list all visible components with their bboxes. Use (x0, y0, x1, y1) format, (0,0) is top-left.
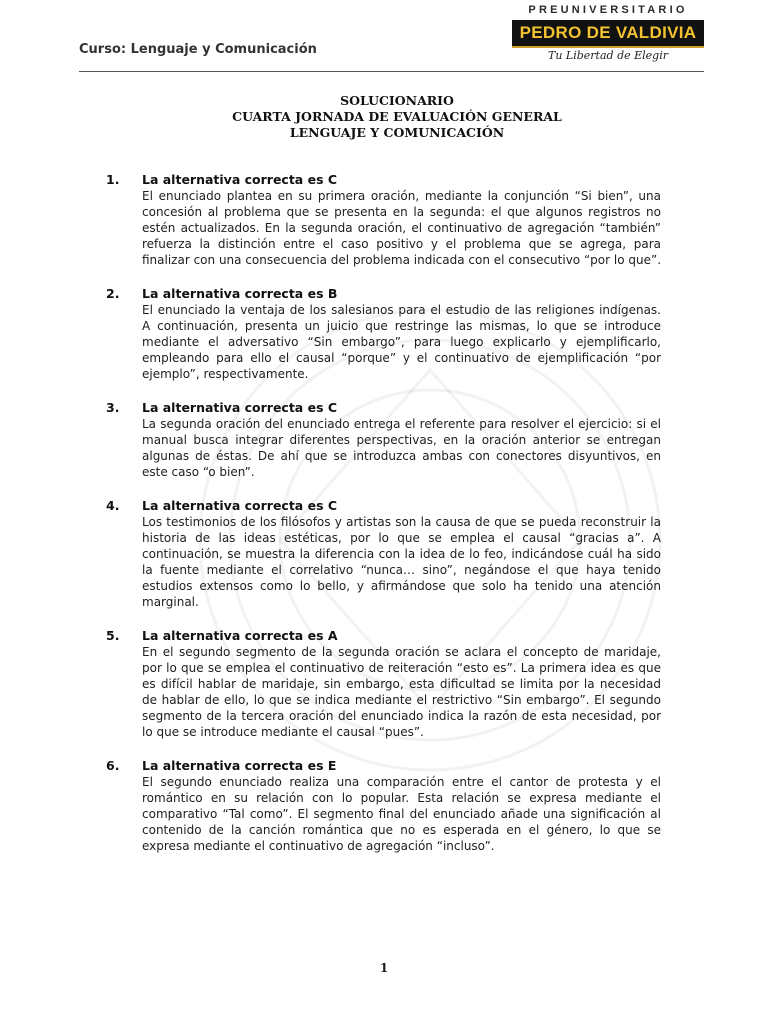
answer-number: 6. (106, 758, 120, 773)
answer-heading: La alternativa correcta es C (142, 172, 338, 187)
page-number: 1 (379, 961, 389, 975)
answer-explanation: El enunciado plantea en su primera oración, mediante la conjunción “Si bien”, una concesión al problema que se presenta en la segunda: el que algunos registros no estén actualizados. En la segunda oración, el continuativo de agregación “también” refuerza la distinción entre el caso positivo y el problema que se agrega, para finalizar con una consecuencia del problema indicada con el consecutivo “por lo que”. (142, 189, 662, 267)
course-label: Curso: Lenguaje y Comunicación (79, 42, 317, 57)
title-line-3: LENGUAJE Y COMUNICACIÓN (289, 125, 505, 140)
answer-explanation: El segundo enunciado realiza una comparación entre el cantor de protesta y el romántico en su relación con lo popular. Esta relación se expresa mediante el comparativo “Tal como”. El segmento final del enunciado añade una significación al contenido de la canción romántica que no es esperada en el género, lo que se expresa mediante el continuativo de agregación “incluso”. (142, 775, 661, 853)
answer-number: 2. (106, 286, 120, 301)
answer-number: 3. (106, 400, 120, 415)
answer-number: 5. (106, 628, 120, 643)
logo-top-text: PREUNIVERSITARIO (528, 4, 688, 16)
answer-heading: La alternativa correcta es B (142, 286, 338, 301)
answer-explanation: Los testimonios de los filósofos y artistas son la causa de que se pueda reconstruir la historia de las ideas estéticas, por lo que se emplea el causal “gracias a”. A continuación, se muestra la diferencia con la idea de lo feo, indicándose cuál ha sido la fuente mediante el correlativo “nunca… sino”, negándose el que haya tenido estudios extensos como lo bello, y afirmándose que solo ha tenido una atención marginal. (142, 515, 661, 609)
answer-explanation: En el segundo segmento de la segunda oración se aclara el concepto de maridaje, por lo que se emplea el continuativo de reiteración “esto es”. La primera idea es que es difícil hablar de maridaje, sin embargo, esta dificultad se limita por la necesidad de hablar de ello, lo que se indica mediante el restrictivo “Sin embargo”. El segundo segmento de la tercera oración del enunciado indica la razón de esta necesidad, por lo que se introduce mediante el causal “pues”. (142, 645, 661, 739)
answer-item (79, 628, 661, 740)
answer-explanation: La segunda oración del enunciado entrega el referente para resolver el ejercicio: si el manual busca integrar diferentes perspectivas, en la oración anterior se entregan algunas de éstas. De ahí que se introduzca ambas con conectores disyuntivos, en este caso “o bien”. (142, 417, 661, 479)
answer-heading: La alternativa correcta es C (142, 400, 338, 415)
answer-explanation: El enunciado la ventaja de los salesianos para el estudio de las religiones indígenas. A continuación, presenta un juicio que restringe las mismas, lo que se introduce mediante el adversativo “Sin embargo”, para luego explicarlo y ejemplificarlo, empleando para ello el causal “porque” y el continuativo de ejemplificación “por ejemplo”, respectivamente. (142, 303, 661, 381)
answer-item (79, 758, 661, 854)
answer-item (79, 172, 661, 268)
answer-item (79, 400, 661, 480)
answers-list (79, 172, 661, 872)
brand-logo (512, 4, 704, 68)
header-divider (79, 71, 704, 72)
answer-number: 1. (106, 172, 120, 187)
answer-item (79, 286, 661, 382)
document-title (79, 93, 715, 141)
answer-heading: La alternativa correcta es C (142, 498, 338, 513)
answer-heading: La alternativa correcta es A (142, 628, 338, 643)
logo-tagline: Tu Libertad de Elegir (548, 49, 668, 62)
title-line-1: SOLUCIONARIO (340, 93, 454, 108)
title-line-2: CUARTA JORNADA DE EVALUACIÓN GENERAL (232, 109, 562, 124)
answer-heading: La alternativa correcta es E (142, 758, 337, 773)
answer-item (79, 498, 661, 610)
logo-main-text: PEDRO DE VALDIVIA (512, 20, 704, 48)
answer-number: 4. (106, 498, 120, 513)
